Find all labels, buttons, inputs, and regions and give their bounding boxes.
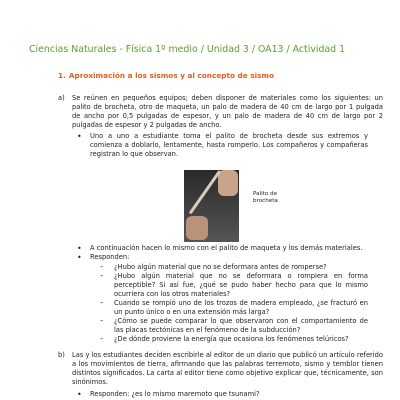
section-title: Aproximación a los sismos y al concepto de sismo <box>68 71 275 80</box>
question-item <box>90 263 368 272</box>
question-item <box>90 299 368 317</box>
paragraph-b-text: Las y los estudiantes deciden escribirle al editor de un diario que publicó un artículo referido a los movimientos de tierra, afirmando que las palabras terremoto, sismo y temblor tienen distintos significados. La carta al editor tiene como objetivo explicar que, técnicamente, son sinónimos. <box>72 351 383 386</box>
skewer-photo <box>184 170 239 242</box>
bullet-list-1 <box>76 132 368 159</box>
question-text: Cuando se rompió uno de los trozos de madera empleado, ¿se fracturó en un punto único o en una extensión más larga? <box>114 299 368 316</box>
question-text: ¿De dónde proviene la energía que ocasiona los fenómenos telúricos? <box>114 335 349 343</box>
figure-caption: Palito de brocheta <box>253 191 278 204</box>
dash-icon: – <box>100 272 104 280</box>
list-item <box>76 253 368 344</box>
paragraph-b-label: b) <box>58 351 65 359</box>
bullet-text: Responden: ¿es lo mismo maremoto que tsunami? <box>90 390 260 398</box>
question-list <box>90 263 368 344</box>
dash-icon: – <box>100 299 104 307</box>
breadcrumb: Ciencias Naturales - Física 1º medio / Unidad 3 / OA13 / Actividad 1 <box>29 44 346 55</box>
question-item <box>90 272 368 299</box>
paragraph-a-text: Se reúnen en pequeños equipos; deben disponer de materiales como los siguientes: un palito de brocheta, otro de maqueta, un palo de madera de 40 cm de largo por 1 pulgada de ancho por 0,5 pulgadas de espesor, y un palo de madera de 40 cm de largo por 2 pulgadas de espesor y 2 pulgadas de ancho. <box>72 94 383 129</box>
paragraph-a-label: a) <box>58 94 65 102</box>
paragraph-b <box>58 351 383 387</box>
bullet-icon: • <box>77 253 82 262</box>
section-number: 1. <box>58 71 66 80</box>
question-item <box>90 317 368 335</box>
dash-icon: – <box>100 317 104 325</box>
list-item <box>76 390 368 399</box>
bullet-text: Responden: <box>90 253 130 261</box>
bullet-text: Uno a uno a estudiante toma el palito de brocheta desde sus extremos y comienza a doblarlo, lentamente, hasta romperlo. Los compañeros y compañeras registran lo que observan. <box>90 132 368 158</box>
list-item <box>76 132 368 159</box>
skewer-shape <box>189 170 221 214</box>
dash-icon: – <box>100 263 104 271</box>
bullet-text: A continuación hacen lo mismo con el palito de maqueta y los demás materiales. <box>90 244 363 252</box>
bullet-icon: • <box>77 390 82 399</box>
list-item <box>76 244 368 253</box>
hand-shape <box>186 216 208 240</box>
bullet-icon: • <box>77 132 82 141</box>
hand-shape <box>218 170 238 196</box>
dash-icon: – <box>100 335 104 343</box>
question-text: ¿Hubo algún material que no se deformara antes de romperse? <box>114 263 327 271</box>
question-item <box>90 335 368 344</box>
paragraph-a <box>58 94 383 130</box>
bullet-list-3 <box>76 390 368 399</box>
question-text: ¿Cómo se puede comparar lo que observaron con el comportamiento de las placas tectónicas en el fenómeno de la subducción? <box>114 317 368 334</box>
section-heading <box>58 71 274 80</box>
bullet-icon: • <box>77 244 82 253</box>
question-text: ¿Hubo algún material que no se deformara o rompiera en forma perceptible? Si así fue, ¿qué se pudo haber hecho para que lo mismo ocurriera con los otros materiales? <box>114 272 368 298</box>
bullet-list-2 <box>76 244 368 344</box>
